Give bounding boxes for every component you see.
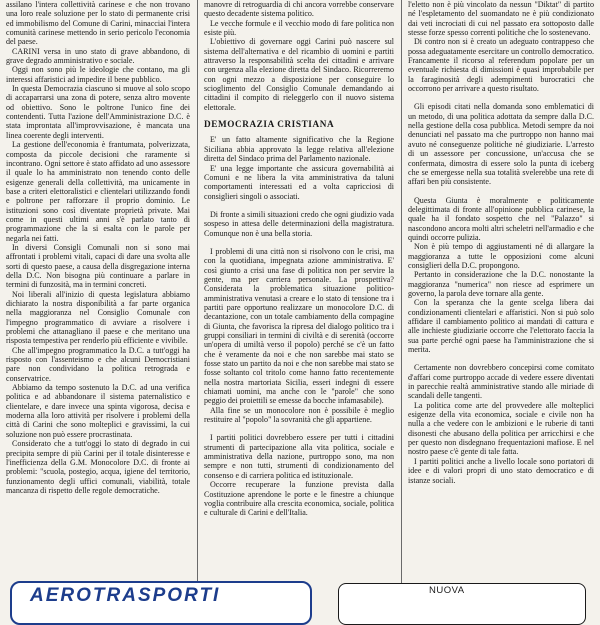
paragraph: I partiti politici anche a livello locale sono portatori di idee e di valori propri di uno stato democratico e di istanze sociali. [408,456,594,485]
paragraph: I partiti politici dovrebbero essere per tutti i cittadini strumenti di partecipazione alla vita politica, sociale e amministrativa della nazione, purtroppo sono, ma non sempre e non tutti, strumenti di condizionamento del consenso e di carriera politica ed istituzionale. [204,433,394,480]
column-divider-2 [401,0,402,590]
paragraph: I problemi di una città non si risolvono con le crisi, ma con la quotidiana, impegnata azione amministrativa. E' così giunto a crisi una fase di politica non per servire la gente, ma per carriera personale. La prospettiva? Considerata la problematica situazione politico-amministrativa venutasi a creare e lo stato di tensione tra i partiti pare opportuno realizzare un monocolore D.C. di decantazione, con un totale cambiamento della compagine di Giunta, che favorisca la ripresa del dialogo politico tra i gruppi consiliari in termini di civiltà e di serenità (occorre un'opera di umiltà verso il popolo) perché se c'è un fatto che è veramente da noi e che non sarebbe mai stato se fosse stato un partito da noi e che non sarebbe mai stato se fosse soltanto col tritolo come hanno fatto recentemente nella nostra martoriata Sicilia, esseri indegni di essere chiamati uomini, ma anche con le "parole" che sono peggio dei proiettili se emesse da bocche infamasabile). [204,246,394,406]
paragraph: Di fronte a simili situazioni credo che ogni giudizio vada sospeso in attesa delle determinazioni della magistratura. Comunque non è una bella storia. [204,209,394,238]
paragraph: In questa Democrazia ciascuno si muove al solo scopo di accaparrarsi una zona di potere, senza altro movente od obiettivo. Sono le poltrone l'unico fine dei contendenti. Tutta l'azione dell'Amministrazione D.C. è stata improntata all'improvvisazione, è mancata una linea coerente degli interventi. [6,84,190,140]
paragraph: CARINI versa in uno stato di grave abbandono, di grave degrado amministrativo e sociale. [6,46,190,66]
paragraph: Abbiamo da tempo sostenuto la D.C. ad una verifica politica e ad abbandonare il sistema paternalistico e clientelare, e dare invece una spinta vigorosa, decisa e moderna alla loro attività per risolvere i problemi della città di Carini che sono molteplici e gravissimi, la cui soluzione non può essere procrastinata. [6,383,190,439]
paragraph: Le vecche formule e il vecchio modo di fare politica non esiste più. [204,18,394,38]
paragraph: Occorre recuperare la funzione prevista dalla Costituzione aprendone le porte e le finestre a chiunque voglia contribuire alla crescita economica, sociale, politica e culturale di Carini e dell'Italia. [204,480,394,518]
section-heading: DEMOCRAZIA CRISTIANA [204,119,335,130]
paragraph: Pertanto in considerazione che la D.C. nonostante la maggioranza "numerica" non riesce ad esprimere un governo, la parola deve tornare alla gente. [408,270,594,298]
paragraph: Oggi non sono più le ideologie che contano, ma gli interessi affaristici ad impedire il bene pubblico. [6,65,190,84]
paragraph: La politica come arte del provvedere alle molteplici esigenze della vita economica, sociale e civile non ha nulla a che vedere con le ambizioni e le ruberie di tanti disonesti che abusano della politica per arricchirsi e che per questo non disdegnano frequentazioni mafiose. E nel nostro paese c'è gente di tale fatta. [408,400,594,457]
ad-label: NUOVA [429,585,465,596]
paragraph: Non è più tempo di aggiustamenti né di allargare la maggioranza a tutte le opposizioni come alcuni consiglieri della D.C. propongono. [408,242,594,270]
paragraph: l'eletto non è più vincolato da nessun "Diktat" di partito né l'espletamento del suomandato ne è più condizionato dai veti incrociati di cui nel passato era sottoposto dalle stesse forze spesso correnti politiche che lo sostenevano. [408,0,594,38]
article-column-1 [6,0,190,495]
advertisement-nuova [338,583,586,625]
paragraph: Gli episodi citati nella domanda sono emblematici di un metodo, di una politica adottata da sempre dalla D.C. nella gestione della cosa pubblica. Metodi sempre da noi denunciati nel passato ma che purtroppo non hanno mai avuto né conseguenze politiche né giudiziarie. L'arresto di un assessore per concussione, un'accusa che se confermata, dimostra di essere solo la punta di iceberg che se emergesse nella sua totalità svelerebbe una rete di affari ben più consistente. [408,102,594,187]
paragraph: Che all'impegno programmatico la D.C. a tutt'oggi ha risposto con l'assenteismo e che alcuni Democristiani pare non condividano la politica retrograda e conservatrice. [6,345,190,383]
paragraph: Noi liberali all'inizio di questa legislatura abbiamo dichiarato la nostra disponibilità a far parte organica nella maggioranza nel Consiglio Comunale con l'impegno programmatico di avviare a risolvere i problemi che attanagliano il paese e che meritano una risposta tempestiva per renderlo più efficiente e vivibile. [6,289,190,346]
paragraph: E' una legge importante che assicura governabilità ai Comuni e ne libera la vita amministrativa da taluni comportamenti interessati ed a volta capricciosi di consiglieri singoli o associati. [204,163,394,201]
paragraph: Con la speranza che la gente scelga libera dai condizionamenti clientelari e affaristici. Non si può solo affidare il cambiamento politico ai mandati di cattura e alle inchieste giudiziarie occorre che l'elettorato faccia la sua parte perché ogni paese ha l'amministrazione che si merita. [408,298,594,355]
paragraph: Di contro non si è creato un adeguato contrappeso che possa adeguatamente esercitare un controllo democratico. Francamente il ricorso al referendum popolare per un eventuale richiesta di dimissioni è quasi improbabile per la faraginosità degli adempimenti burocratici che occorrono per arrivare a questo risultato. [408,37,594,94]
paragraph: In diversi Consigli Comunali non si sono mai affrontati i problemi vitali, capaci di dare una svolta alle sorti di questo paese, a causa della disgregazione interna della D.C. Non bisogna più continuare a parlare in termini di funzosità, ma in termini concreti. [6,242,190,290]
paragraph: Considerato che a tutt'oggi lo stato di degrado in cui precipita sempre di più Carini per il totale disinteresse e l'inefficienza della G.M. Monocolore D.C. di fronte ai problemi: "scuola, postegio, acqua, igiene del territorio, funzionamento degli uffici comunali, viabilità, totale mancanza di rispetto delle regole democratiche. [6,439,190,495]
advertisement-aerotrasporti [10,581,312,625]
paragraph: E' un fatto altamente significativo che la Regione Siciliana abbia approvato la legge relativa all'elezione diretta del Sindaco prima del Parlamento nazionale. [204,135,394,164]
article-column-3 [408,0,594,485]
paragraph: L'obiettivo di governare oggi Carini può nascere sul sistema dell'alternativa e del ricambio di uomini e partiti attraverso la responsabilità scelta dei cittadini e arrivare con urgenza alla elezione diretta del Sindaco. Ricorreremo con ogni mezzo a disposizione per conseguire lo scioglimento del Consiglio Comunale demandando ai cittadini il compito di rieleggerlo con il nuovo sistema elettorale. [204,37,394,112]
paragraph: manovre di retroguardia di chi ancora vorrebbe conservare questo decadente sistema politico. [204,0,394,19]
paragraph: Questa Giunta è moralmente e politicamente delegittimata di fronte all'opinione pubblica carinese, la quale ha il fondato sospetto che nel "Palazzo" si nascondono ancora molti altri scheletri nell'armadio e che quindi occorre pulizia. [408,195,594,242]
paragraph: Alla fine se un monocolore non è possibile è meglio restituire al "popolo" la sovranità che gli appartiene. [204,405,394,425]
paragraph: La gestione dell'economia è frantumata, polverizzata, composta da piccole decisioni che raramente si incontrano. Ogni settore è stato affidato ad uno assessore il quale lo ha amministrato non tenendo conto delle esigenze generali della collettività, ma unicamente in base a criteri elettoralistici e clientelari utilizzando fondi e poltrone per rafforzare il proprio dominio. Le istituzioni sono così diventate proprietà private. Mai come in questi ultimi anni s'è parlato tanto di programmazione che la si esalta con le parole per negarla nei fatti. [6,140,190,243]
article-column-2 [204,0,394,518]
paragraph: assilano l'intera collettività carinese e che non trovano una loro reale soluzione per lo stato di permanente crisi ed immobilismo del Comune di Carini, minacciai l'intera comunità carinese mettendo in serio pericolo l'economia del paese. [6,0,190,47]
paragraph: Certamente non dovrebbero concepirsi come comitato d'affari come purtroppo accade di vedere essere diventati in parecchie realtà amministrative stando alle miriade di scandali delle tangenti. [408,363,594,401]
column-divider-1 [197,0,198,590]
ad-brand-name: AEROTRASPORTI [30,585,221,606]
